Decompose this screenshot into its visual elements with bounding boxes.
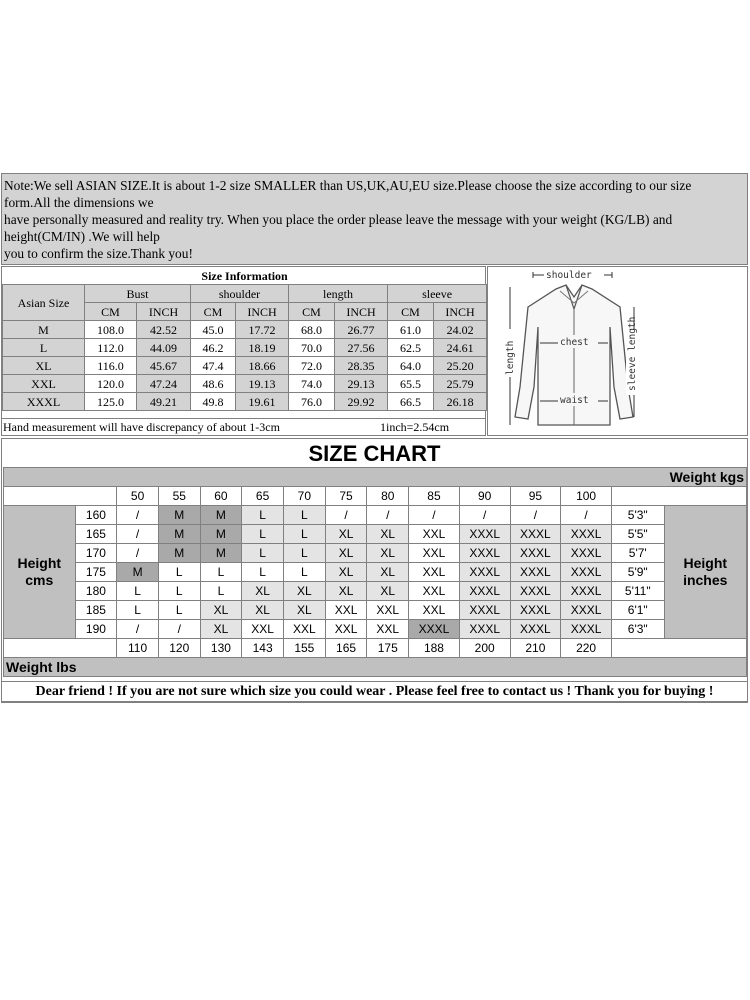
height-inch-value: 5'5" bbox=[611, 525, 664, 544]
group-header-bust: Bust bbox=[85, 285, 191, 303]
size-cell: M bbox=[200, 506, 242, 525]
size-label: M bbox=[3, 321, 85, 339]
size-cell: L bbox=[283, 525, 325, 544]
unit-header: INCH bbox=[335, 303, 388, 321]
blank-cell bbox=[4, 639, 117, 658]
size-cell: XXL bbox=[325, 620, 367, 639]
height-cm-value: 175 bbox=[75, 563, 117, 582]
waist-label: waist bbox=[560, 395, 589, 406]
size-cell: / bbox=[459, 506, 510, 525]
size-cell: XXXL bbox=[561, 544, 612, 563]
size-info-cell: 18.66 bbox=[236, 357, 289, 375]
size-cell: XXL bbox=[283, 620, 325, 639]
size-info-cell: 45.67 bbox=[137, 357, 191, 375]
weight-kg-value: 65 bbox=[242, 487, 284, 506]
weight-kg-value: 75 bbox=[325, 487, 367, 506]
size-info-cell: 61.0 bbox=[388, 321, 434, 339]
size-cell: / bbox=[117, 506, 159, 525]
weight-kg-value: 90 bbox=[459, 487, 510, 506]
size-cell: XXXL bbox=[510, 620, 561, 639]
height-cm-value: 160 bbox=[75, 506, 117, 525]
group-header-shoulder: shoulder bbox=[191, 285, 289, 303]
size-info-cell: 44.09 bbox=[137, 339, 191, 357]
blank-cell bbox=[611, 487, 746, 506]
weight-kg-value: 60 bbox=[200, 487, 242, 506]
size-info-cell: 47.4 bbox=[191, 357, 236, 375]
height-cm-value: 190 bbox=[75, 620, 117, 639]
size-cell: XXL bbox=[409, 563, 460, 582]
size-cell: XL bbox=[367, 563, 409, 582]
hand-measurement-note: Hand measurement will have discrepancy of about 1-3cm bbox=[3, 420, 280, 434]
size-info-cell: 24.61 bbox=[434, 339, 487, 357]
size-label: XXXL bbox=[3, 393, 85, 411]
size-info-row bbox=[3, 393, 487, 411]
size-cell: L bbox=[283, 563, 325, 582]
weight-lb-value: 210 bbox=[510, 639, 561, 658]
size-cell: XL bbox=[200, 601, 242, 620]
size-label: XXL bbox=[3, 375, 85, 393]
size-info-cell: 25.79 bbox=[434, 375, 487, 393]
size-info-row bbox=[3, 321, 487, 339]
weight-lb-value: 165 bbox=[325, 639, 367, 658]
size-info-cell: 18.19 bbox=[236, 339, 289, 357]
size-cell: XL bbox=[367, 525, 409, 544]
size-info-cell: 24.02 bbox=[434, 321, 487, 339]
size-cell: / bbox=[158, 620, 200, 639]
height-inch-value: 5'9" bbox=[611, 563, 664, 582]
size-info-cell: 49.21 bbox=[137, 393, 191, 411]
size-info-cell: 66.5 bbox=[388, 393, 434, 411]
size-cell: M bbox=[117, 563, 159, 582]
size-cell: XXXL bbox=[561, 582, 612, 601]
size-label: XL bbox=[3, 357, 85, 375]
note-line: Note:We sell ASIAN SIZE.It is about 1-2 size SMALLER than US,UK,AU,EU size.Please choose the size according to our size bbox=[4, 178, 692, 193]
size-cell: L bbox=[158, 563, 200, 582]
size-cell: / bbox=[117, 525, 159, 544]
shoulder-label: shoulder bbox=[546, 270, 592, 281]
size-cell: XXXL bbox=[510, 563, 561, 582]
contact-message: Dear friend ! If you are not sure which size you could wear . Please feel free to contact us ! Thank you for buying ! bbox=[1, 681, 748, 703]
weight-kg-value: 80 bbox=[367, 487, 409, 506]
height-inch-value: 6'1" bbox=[611, 601, 664, 620]
size-cell: L bbox=[242, 525, 284, 544]
size-cell: XXL bbox=[367, 601, 409, 620]
weight-kg-value: 55 bbox=[158, 487, 200, 506]
asian-size-header: Asian Size bbox=[3, 285, 85, 321]
weight-kg-value: 95 bbox=[510, 487, 561, 506]
size-cell: XXXL bbox=[561, 601, 612, 620]
shirt-illustration bbox=[488, 267, 747, 435]
note-line: you to confirm the size.Thank you! bbox=[4, 246, 193, 261]
size-chart-row bbox=[4, 506, 747, 525]
chest-label: chest bbox=[560, 337, 589, 348]
inch-conversion-note: 1inch=2.54cm bbox=[380, 420, 450, 434]
size-cell: / bbox=[561, 506, 612, 525]
size-cell: XL bbox=[283, 582, 325, 601]
size-chart bbox=[1, 438, 748, 702]
height-inches-label: Height inches bbox=[664, 506, 746, 639]
note-line: form.All the dimensions we bbox=[4, 195, 154, 210]
size-info-cell: 116.0 bbox=[85, 357, 137, 375]
size-info-cell: 48.6 bbox=[191, 375, 236, 393]
size-cell: XXXL bbox=[459, 525, 510, 544]
size-cell: / bbox=[367, 506, 409, 525]
height-cm-value: 180 bbox=[75, 582, 117, 601]
size-cell: L bbox=[158, 601, 200, 620]
size-cell: L bbox=[283, 544, 325, 563]
size-info-cell: 27.56 bbox=[335, 339, 388, 357]
size-info-cell: 108.0 bbox=[85, 321, 137, 339]
weight-lb-value: 130 bbox=[200, 639, 242, 658]
size-info-cell: 29.92 bbox=[335, 393, 388, 411]
size-cell: L bbox=[242, 506, 284, 525]
size-info-cell: 17.72 bbox=[236, 321, 289, 339]
size-cell: XXL bbox=[367, 620, 409, 639]
weight-lb-value: 120 bbox=[158, 639, 200, 658]
weight-kg-value: 85 bbox=[409, 487, 460, 506]
size-cell: XXL bbox=[409, 601, 460, 620]
blank-cell bbox=[611, 639, 746, 658]
size-cell: XL bbox=[242, 582, 284, 601]
size-cell: XXL bbox=[242, 620, 284, 639]
weight-lb-value: 155 bbox=[283, 639, 325, 658]
size-chart-row bbox=[4, 620, 747, 639]
size-info-cell: 26.77 bbox=[335, 321, 388, 339]
size-cell: L bbox=[200, 582, 242, 601]
size-info-cell: 45.0 bbox=[191, 321, 236, 339]
size-chart-row bbox=[4, 582, 747, 601]
size-cell: / bbox=[117, 544, 159, 563]
size-note bbox=[1, 173, 748, 265]
size-cell: XXXL bbox=[459, 601, 510, 620]
size-info-cell: 120.0 bbox=[85, 375, 137, 393]
size-cell: / bbox=[409, 506, 460, 525]
size-cell: / bbox=[510, 506, 561, 525]
weight-kg-value: 100 bbox=[561, 487, 612, 506]
size-info-cell: 26.18 bbox=[434, 393, 487, 411]
unit-header: CM bbox=[388, 303, 434, 321]
size-chart-row bbox=[4, 563, 747, 582]
size-chart-title: SIZE CHART bbox=[308, 441, 441, 466]
size-info-row bbox=[3, 357, 487, 375]
size-cell: XXXL bbox=[459, 544, 510, 563]
size-info-cell: 28.35 bbox=[335, 357, 388, 375]
height-inch-value: 6'3" bbox=[611, 620, 664, 639]
size-chart-row bbox=[4, 525, 747, 544]
weight-kgs-label: Weight kgs bbox=[4, 468, 747, 487]
size-info-title: Size Information bbox=[3, 267, 487, 285]
size-info-cell: 64.0 bbox=[388, 357, 434, 375]
size-information-table bbox=[1, 266, 486, 436]
size-cell: L bbox=[242, 544, 284, 563]
group-header-sleeve: sleeve bbox=[388, 285, 487, 303]
size-info-cell: 19.13 bbox=[236, 375, 289, 393]
size-cell: XL bbox=[325, 563, 367, 582]
height-inch-value: 5'11" bbox=[611, 582, 664, 601]
unit-header: CM bbox=[289, 303, 335, 321]
size-info-cell: 72.0 bbox=[289, 357, 335, 375]
group-header-length: length bbox=[289, 285, 388, 303]
size-info-cell: 125.0 bbox=[85, 393, 137, 411]
size-cell: L bbox=[117, 582, 159, 601]
weight-lb-value: 188 bbox=[409, 639, 460, 658]
height-inch-value: 5'7' bbox=[611, 544, 664, 563]
size-info-cell: 46.2 bbox=[191, 339, 236, 357]
size-cell: XL bbox=[283, 601, 325, 620]
size-cell: XXXL bbox=[459, 582, 510, 601]
size-info-cell: 42.52 bbox=[137, 321, 191, 339]
size-info-cell: 29.13 bbox=[335, 375, 388, 393]
size-chart-row bbox=[4, 544, 747, 563]
size-cell: XXL bbox=[409, 582, 460, 601]
weight-lb-value: 220 bbox=[561, 639, 612, 658]
length-label: length bbox=[505, 340, 516, 375]
size-cell: XL bbox=[325, 544, 367, 563]
height-cm-value: 185 bbox=[75, 601, 117, 620]
size-cell: XXXL bbox=[510, 544, 561, 563]
size-info-cell: 65.5 bbox=[388, 375, 434, 393]
size-cell: XXXL bbox=[510, 601, 561, 620]
size-info-cell: 25.20 bbox=[434, 357, 487, 375]
shirt-measurement-diagram bbox=[487, 266, 748, 436]
size-cell: XXXL bbox=[459, 563, 510, 582]
size-cell: M bbox=[158, 525, 200, 544]
size-info-row bbox=[3, 375, 487, 393]
size-info-row bbox=[3, 339, 487, 357]
note-line: have personally measured and reality try. When you place the order please leave the message with your weight (KG/LB) and bbox=[4, 212, 673, 227]
unit-header: INCH bbox=[236, 303, 289, 321]
size-info-cell: 49.8 bbox=[191, 393, 236, 411]
size-info-cell: 76.0 bbox=[289, 393, 335, 411]
size-cell: XL bbox=[325, 525, 367, 544]
size-info-cell: 68.0 bbox=[289, 321, 335, 339]
size-cell: M bbox=[200, 544, 242, 563]
height-cm-value: 170 bbox=[75, 544, 117, 563]
height-cms-label: Height cms bbox=[4, 506, 76, 639]
size-cell: XXXL bbox=[459, 620, 510, 639]
size-cell: XXL bbox=[325, 601, 367, 620]
size-cell: / bbox=[117, 620, 159, 639]
weight-kg-value: 70 bbox=[283, 487, 325, 506]
size-chart-table bbox=[3, 467, 747, 677]
weight-lb-value: 110 bbox=[117, 639, 159, 658]
size-info-cell: 74.0 bbox=[289, 375, 335, 393]
size-cell: XL bbox=[325, 582, 367, 601]
weight-lb-value: 143 bbox=[242, 639, 284, 658]
size-cell: M bbox=[200, 525, 242, 544]
size-cell: M bbox=[158, 544, 200, 563]
unit-header: INCH bbox=[434, 303, 487, 321]
sleeve-length-label: sleeve length bbox=[627, 316, 638, 391]
size-cell: XL bbox=[242, 601, 284, 620]
unit-header: CM bbox=[85, 303, 137, 321]
size-info-cell: 112.0 bbox=[85, 339, 137, 357]
size-info-cell: 62.5 bbox=[388, 339, 434, 357]
size-cell: XXXL bbox=[510, 525, 561, 544]
height-cm-value: 165 bbox=[75, 525, 117, 544]
size-info-cell: 19.61 bbox=[236, 393, 289, 411]
weight-lbs-label: Weight lbs bbox=[4, 658, 747, 677]
note-line: height(CM/IN) .We will help bbox=[4, 229, 160, 244]
height-inch-value: 5'3" bbox=[611, 506, 664, 525]
size-cell: XXXL bbox=[409, 620, 460, 639]
size-cell: L bbox=[283, 506, 325, 525]
size-info-cell: 47.24 bbox=[137, 375, 191, 393]
size-cell: XXXL bbox=[561, 525, 612, 544]
weight-kg-value: 50 bbox=[117, 487, 159, 506]
size-cell: XXXL bbox=[561, 563, 612, 582]
size-cell: L bbox=[158, 582, 200, 601]
unit-header: INCH bbox=[137, 303, 191, 321]
size-cell: XXXL bbox=[510, 582, 561, 601]
size-label: L bbox=[3, 339, 85, 357]
measurement-note bbox=[1, 418, 486, 436]
size-cell: XL bbox=[367, 582, 409, 601]
blank-cell bbox=[4, 487, 117, 506]
unit-header: CM bbox=[191, 303, 236, 321]
size-cell: / bbox=[325, 506, 367, 525]
size-cell: XL bbox=[200, 620, 242, 639]
size-cell: XXXL bbox=[561, 620, 612, 639]
weight-lb-value: 175 bbox=[367, 639, 409, 658]
size-info-cell: 70.0 bbox=[289, 339, 335, 357]
size-cell: XXL bbox=[409, 525, 460, 544]
size-cell: L bbox=[117, 601, 159, 620]
size-cell: XXL bbox=[409, 544, 460, 563]
size-chart-row bbox=[4, 601, 747, 620]
size-cell: XL bbox=[367, 544, 409, 563]
size-cell: L bbox=[200, 563, 242, 582]
weight-lb-value: 200 bbox=[459, 639, 510, 658]
size-cell: M bbox=[158, 506, 200, 525]
size-cell: L bbox=[242, 563, 284, 582]
